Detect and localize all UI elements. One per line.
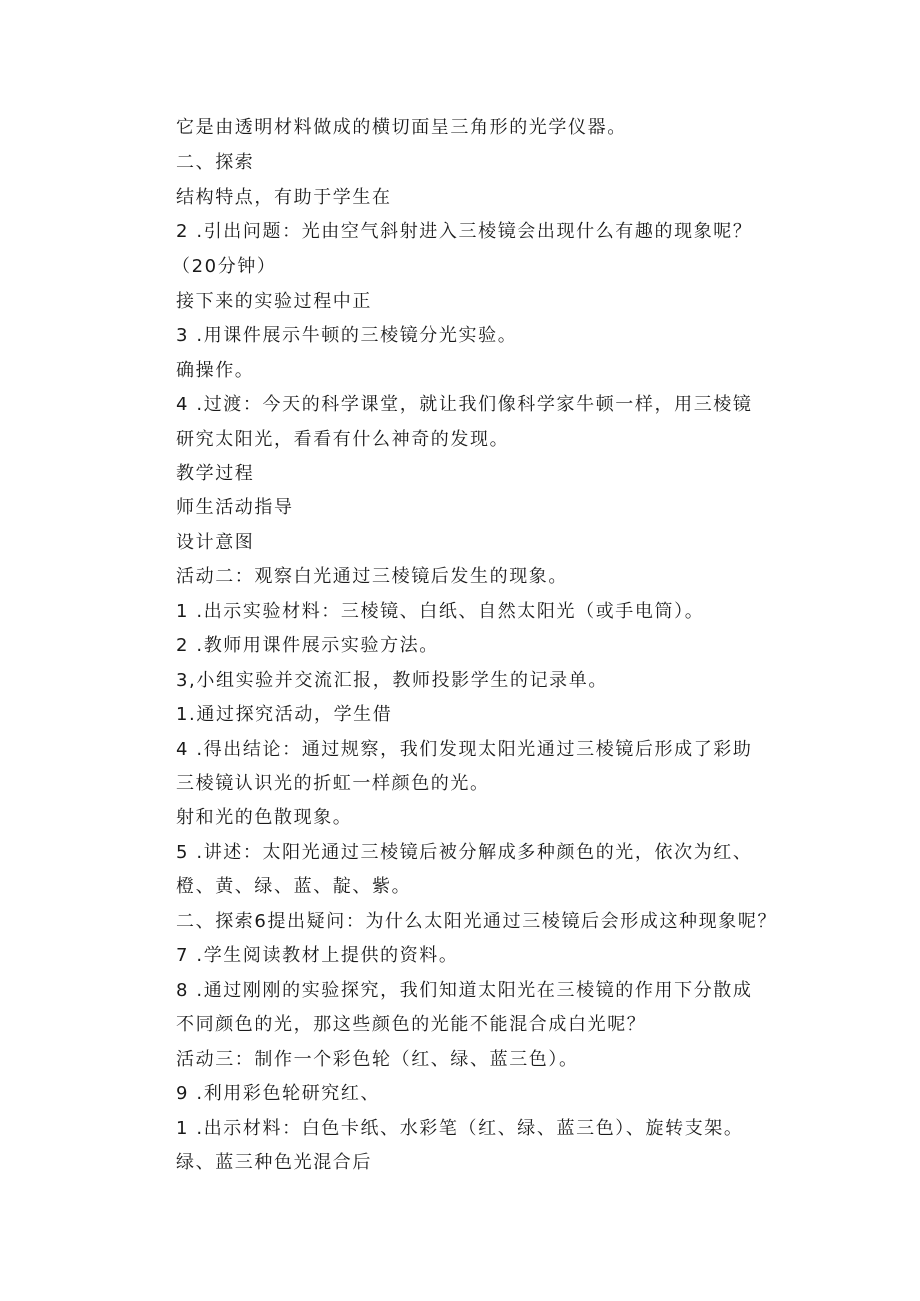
text-line: 3,小组实验并交流汇报，教师投影学生的记录单。 xyxy=(176,670,608,691)
text-line: 7 .学生阅读教材上提供的资料。 xyxy=(176,945,459,966)
text-line: 三棱镜认识光的折虹一样颜色的光。 xyxy=(176,773,490,794)
text-line: 1 .出示材料：白色卡纸、水彩笔（红、绿、蓝三色）、旋转支架。 xyxy=(176,1118,744,1139)
text-line: 橙、黄、绿、蓝、靛、紫。 xyxy=(176,876,412,897)
text-line: 射和光的色散现象。 xyxy=(176,807,353,828)
text-line: 绿、蓝三种色光混合后 xyxy=(176,1152,372,1173)
text-line: 8 .通过刚刚的实验探究，我们知道太阳光在三棱镜的作用下分散成 xyxy=(176,980,753,1001)
section-heading: 设计意图 xyxy=(176,532,255,553)
section-heading: 教学过程 xyxy=(176,463,255,484)
text-line: 3 .用课件展示牛顿的三棱镜分光实验。 xyxy=(176,325,518,346)
text-line: 9 .利用彩色轮研究红、 xyxy=(176,1083,381,1104)
section-heading: 师生活动指导 xyxy=(176,497,294,518)
text-line: 确操作。 xyxy=(176,360,255,381)
text-line: 4 .得出结论：通过规察，我们发现太阳光通过三棱镜后形成了彩助 xyxy=(176,739,753,760)
text-line: 不同颜色的光，那这些颜色的光能不能混合成白光呢？ xyxy=(176,1014,647,1035)
text-line: 2 .教师用课件展示实验方法。 xyxy=(176,635,439,656)
text-line: 二、探索6提出疑问：为什么太阳光通过三棱镜后会形成这种现象呢？ xyxy=(176,911,778,932)
section-heading: 二、探索 xyxy=(176,152,255,173)
text-line: 它是由透明材料做成的横切面呈三角形的光学仪器。 xyxy=(176,117,627,138)
text-line: 2 .引出问题：光由空气斜射进入三棱镜会出现什么有趣的现象呢？ xyxy=(176,221,753,242)
text-line: 4 .过渡：今天的科学课堂，就让我们像科学家牛顿一样，用三棱镜 xyxy=(176,394,753,415)
text-line: 接下来的实验过程中正 xyxy=(176,291,372,312)
text-line: 1.通过探究活动，学生借 xyxy=(176,704,393,725)
text-line: 1 .出示实验材料：三棱镜、白纸、自然太阳光（或手电筒）。 xyxy=(176,601,705,622)
text-line: 结构特点，有助于学生在 xyxy=(176,187,392,208)
text-line: （20分钟） xyxy=(172,256,277,277)
text-line: 研究太阳光，看看有什么神奇的发现。 xyxy=(176,429,510,450)
text-line: 5 .讲述：太阳光通过三棱镜后被分解成多种颜色的光，依次为红、 xyxy=(176,842,753,863)
text-line: 活动二：观察白光通过三棱镜后发生的现象。 xyxy=(176,566,568,587)
text-line: 活动三：制作一个彩色轮（红、绿、蓝三色）。 xyxy=(176,1049,579,1070)
